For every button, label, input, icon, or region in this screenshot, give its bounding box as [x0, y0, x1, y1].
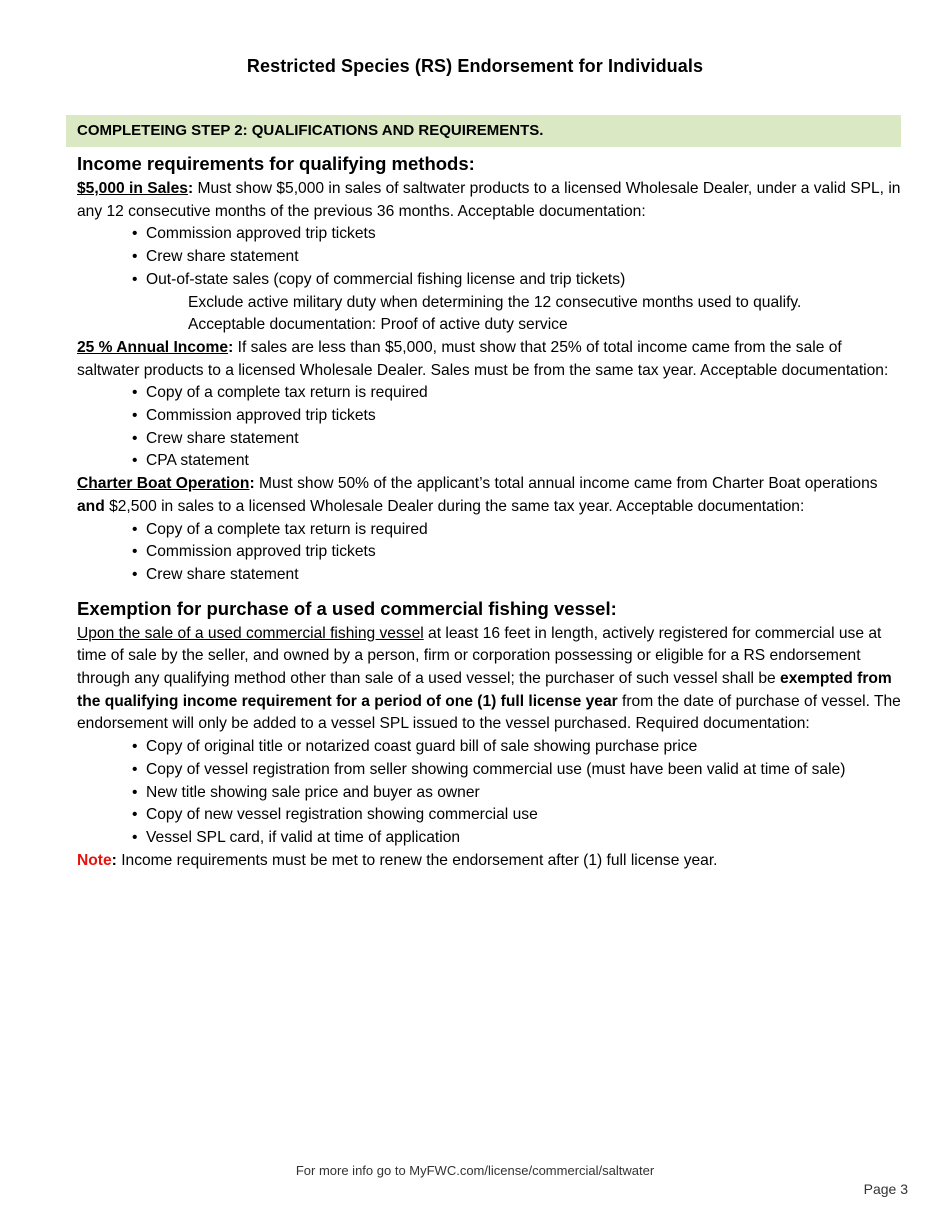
bullet-icon: • — [132, 760, 138, 778]
list-item-text: Crew share statement — [146, 429, 299, 447]
bullet-icon: • — [132, 828, 138, 846]
exemption-text-a: at least 16 feet in length, actively registered for commercial use at time of sale by the seller, and owned by a person, firm or corporation possessing or eligible for a RS endorsement through any qualifying method other than sale of a used vessel; the purchaser of such vessel shall be — [77, 624, 882, 688]
annual-text: If sales are less than $5,000, must show that 25% of total income came from the sale of saltwater products to a licensed Wholesale Dealer. Sales must be from the same tax year. Acceptable documentation: — [77, 338, 889, 379]
list-item-text: Crew share statement — [146, 565, 299, 583]
list-item — [132, 428, 907, 451]
exemption-doc-list — [77, 736, 907, 850]
military-line-2: Acceptable documentation: Proof of active duty service — [188, 316, 568, 334]
charter-text-a: Must show 50% of the applicant’s total annual income came from Charter Boat operations — [254, 475, 878, 493]
list-item-text: Out-of-state sales (copy of commercial fishing license and trip tickets) — [146, 270, 626, 288]
list-item-text: Copy of new vessel registration showing commercial use — [146, 806, 538, 824]
list-item — [132, 782, 907, 805]
bullet-icon: • — [132, 452, 138, 470]
list-item-text: Crew share statement — [146, 248, 299, 266]
sales-colon: : — [187, 180, 194, 197]
bullet-icon: • — [132, 565, 138, 583]
bullet-icon: • — [132, 543, 138, 561]
bullet-icon: • — [132, 384, 138, 402]
page-title: Restricted Species (RS) Endorsement for Individuals — [246, 56, 704, 76]
list-item — [132, 759, 907, 782]
list-item — [132, 564, 907, 587]
exemption-text-b: from the date of purchase of vessel. The endorsement will only be added to a vessel SPL issued to the vessel purchased. Required documentation: — [77, 692, 901, 733]
footer-info: For more info go to MyFWC.com/license/commercial/saltwater — [295, 1163, 655, 1178]
bullet-icon: • — [132, 429, 138, 447]
income-heading: Income requirements for qualifying methods: — [77, 153, 475, 174]
list-item-text: Commission approved trip tickets — [146, 225, 376, 243]
list-item — [132, 246, 907, 269]
charter-paragraph — [77, 473, 907, 518]
bullet-icon: • — [132, 407, 138, 425]
list-item — [132, 450, 907, 473]
list-item-text: Copy of vessel registration from seller showing commercial use (must have been valid at time of sale) — [146, 760, 846, 778]
main-content — [77, 150, 907, 872]
list-item — [132, 405, 907, 428]
list-item — [132, 223, 907, 246]
list-item — [132, 519, 907, 542]
list-item-text: Commission approved trip tickets — [146, 407, 376, 425]
list-item — [132, 382, 907, 405]
list-item-text: Copy of a complete tax return is required — [146, 520, 428, 538]
charter-doc-list — [77, 519, 907, 587]
note-paragraph — [77, 850, 907, 873]
list-item — [132, 541, 907, 564]
charter-text-b: $2,500 in sales to a licensed Wholesale Dealer during the same tax year. Acceptable documentation: — [104, 497, 805, 515]
bullet-icon: • — [132, 270, 138, 288]
bullet-icon: • — [132, 806, 138, 824]
exemption-heading: Exemption for purchase of a used commercial fishing vessel: — [77, 597, 617, 619]
list-item — [132, 269, 907, 292]
note-label: Note — [77, 851, 112, 869]
annual-doc-list — [77, 382, 907, 473]
list-item-text: CPA statement — [146, 452, 249, 470]
exemption-bold: exempted from the qualifying income requirement for a period of one (1) full license year — [77, 670, 892, 710]
bullet-icon: • — [132, 225, 138, 243]
sales-paragraph — [77, 178, 907, 223]
note-colon: : — [111, 851, 117, 869]
charter-colon: : — [249, 475, 255, 493]
list-item-text: Copy of a complete tax return is required — [146, 384, 428, 402]
list-item — [132, 804, 907, 827]
annual-colon: : — [228, 338, 234, 356]
list-item — [132, 736, 907, 759]
sales-text: Must show $5,000 in sales of saltwater products to a licensed Wholesale Dealer, under a valid SPL, in any 12 consecutive months of the previous 36 months. Acceptable documentation: — [77, 180, 901, 220]
bullet-icon: • — [132, 738, 138, 756]
list-item-text: Commission approved trip tickets — [146, 543, 376, 561]
annual-label: 25 % Annual Income — [77, 338, 229, 356]
military-line-1: Exclude active military duty when determining the 12 consecutive months used to qualify. — [188, 293, 802, 311]
charter-and: and — [77, 497, 105, 515]
exemption-paragraph — [77, 623, 907, 737]
page-number: Page 3 — [863, 1181, 908, 1197]
bullet-icon: • — [132, 783, 138, 801]
note-text: Income requirements must be met to renew the endorsement after (1) full license year. — [116, 851, 718, 869]
list-item — [132, 827, 907, 850]
sales-doc-list — [77, 223, 907, 291]
sales-label: $5,000 in Sales — [77, 180, 188, 197]
list-item-text: New title showing sale price and buyer as owner — [146, 783, 480, 801]
step-heading-bar: COMPLETEING STEP 2: QUALIFICATIONS AND REQUIREMENTS. — [66, 115, 901, 147]
bullet-icon: • — [132, 248, 138, 266]
exemption-lead: Upon the sale of a used commercial fishing vessel — [77, 624, 424, 642]
bullet-icon: • — [132, 520, 138, 538]
charter-label: Charter Boat Operation — [77, 475, 250, 493]
list-item-text: Vessel SPL card, if valid at time of application — [146, 828, 461, 846]
list-item-text: Copy of original title or notarized coast guard bill of sale showing purchase price — [146, 738, 698, 756]
annual-paragraph — [77, 337, 907, 382]
